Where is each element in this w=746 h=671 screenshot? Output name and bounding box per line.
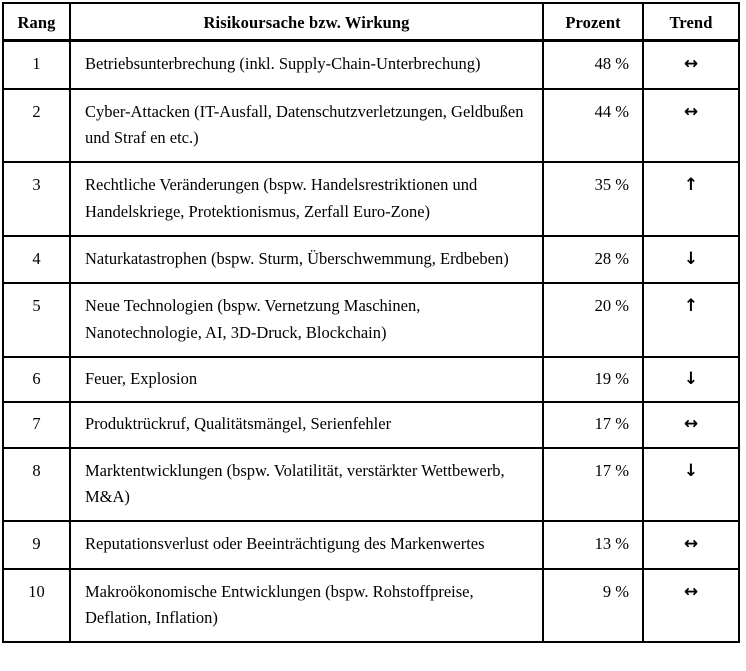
table-row (3, 521, 739, 569)
risk-causes-table (2, 2, 740, 643)
cell-percent: 13 % (543, 521, 643, 569)
cell-percent: 20 % (543, 283, 643, 356)
cell-rank: 2 (3, 89, 70, 162)
trend-stable-icon: ↔ (683, 581, 699, 602)
cell-cause: Cyber-Attacken (IT-Ausfall, Datenschutzverletzungen, Geldbußen und Straf en etc.) (70, 89, 543, 162)
trend-down-icon: ↓ (643, 357, 739, 403)
cell-rank: 4 (3, 236, 70, 284)
cell-percent: 17 % (543, 402, 643, 448)
table-body (3, 41, 739, 642)
trend-down-icon: ↓ (643, 448, 739, 521)
trend-up-icon: ↑ (643, 283, 739, 356)
cell-cause: Rechtliche Veränderungen (bspw. Handelsrestriktionen und Handelskriege, Protektionismus, Zerfall Euro-Zone) (70, 162, 543, 235)
trend-stable-icon: ↔ (643, 41, 739, 89)
cell-percent: 35 % (543, 162, 643, 235)
cell-percent: 48 % (543, 41, 643, 89)
table-row (3, 89, 739, 162)
cell-percent: 19 % (543, 357, 643, 403)
header-row (3, 3, 739, 41)
cell-rank: 8 (3, 448, 70, 521)
column-header-rang: Rang (3, 3, 70, 41)
column-header-cause: Risikoursache bzw. Wirkung (70, 3, 543, 41)
table-row (3, 162, 739, 235)
cell-cause: Betriebsunterbrechung (inkl. Supply-Chain-Unterbrechung) (70, 41, 543, 89)
cell-rank: 9 (3, 521, 70, 569)
cell-rank: 5 (3, 283, 70, 356)
table-row (3, 402, 739, 448)
column-header-trend: Trend (643, 3, 739, 41)
cell-cause: Marktentwicklungen (bspw. Volatilität, verstärkter Wettbewerb, M&A) (70, 448, 543, 521)
trend-stable-icon: ↔ (643, 89, 739, 162)
cell-rank: 10 (3, 569, 70, 642)
column-header-percent: Prozent (543, 3, 643, 41)
cell-cause: Naturkatastrophen (bspw. Sturm, Überschwemmung, Erdbeben) (70, 236, 543, 284)
cell-percent: 17 % (543, 448, 643, 521)
trend-down-icon: ↓ (643, 236, 739, 284)
cell-percent: 28 % (543, 236, 643, 284)
cell-cause: Reputationsverlust oder Beeinträchtigung des Markenwertes (70, 521, 543, 569)
table-row (3, 357, 739, 403)
cell-rank: 6 (3, 357, 70, 403)
cell-percent: 44 % (543, 89, 643, 162)
table-row (3, 448, 739, 521)
cell-percent: 9 % (543, 569, 643, 642)
cell-rank: 1 (3, 41, 70, 89)
cell-rank: 7 (3, 402, 70, 448)
table-row (3, 569, 739, 642)
table-header (3, 3, 739, 41)
cell-cause: Neue Technologien (bspw. Vernetzung Maschinen, Nanotechnologie, AI, 3D-Druck, Blockchain) (70, 283, 543, 356)
cell-rank: 3 (3, 162, 70, 235)
table-row (3, 236, 739, 284)
trend-stable-icon: ↔ (643, 402, 739, 448)
cell-cause: Makroökonomische Entwicklungen (bspw. Rohstoffpreise, Deflation, Inflation) (70, 569, 543, 642)
trend-up-icon: ↑ (643, 162, 739, 235)
cell-cause: Feuer, Explosion (70, 357, 543, 403)
table-row (3, 41, 739, 89)
trend-stable-icon: ↔ (643, 521, 739, 569)
cell-cause: Produktrückruf, Qualitätsmängel, Serienfehler (70, 402, 543, 448)
table-row (3, 283, 739, 356)
